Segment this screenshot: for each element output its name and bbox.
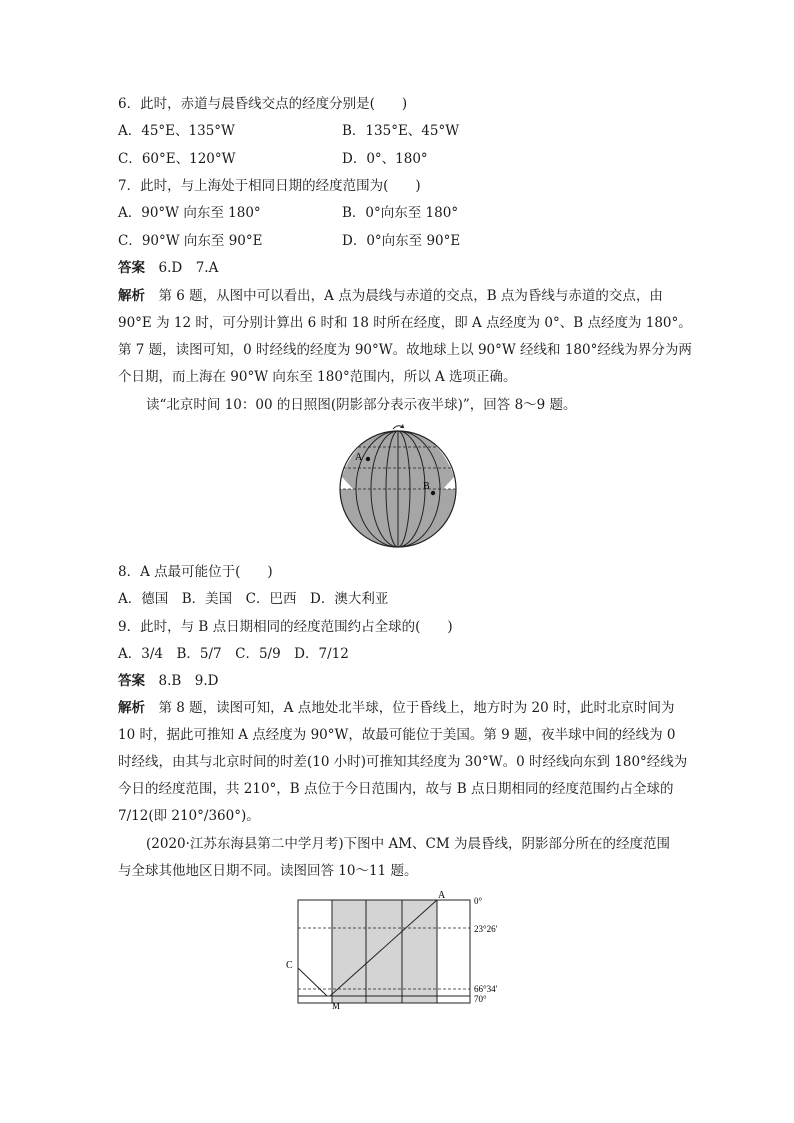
explanation-8-9-line-5: 7/12(即 210°/360°)。 bbox=[118, 808, 260, 824]
point-a bbox=[366, 457, 370, 461]
line-cm bbox=[298, 968, 327, 996]
point-b bbox=[431, 491, 435, 495]
q9-options: A．3/4 B．5/7 C．5/9 D．7/12 bbox=[118, 646, 349, 662]
explanation-label: 解析 bbox=[118, 700, 145, 716]
lat-label-70: 70° bbox=[474, 994, 487, 1004]
explanation-6-7-line-3: 第 7 题，读图可知，0 时经线的经度为 90°W。故地球上以 90°W 经线和 180°经线为界分为两 bbox=[118, 342, 692, 358]
label-b: B bbox=[423, 481, 430, 492]
explanation-8-9-line-1: 解析 第 8 题，读图可知，A 点地处北半球，位于昏线上，地方时为 20 时，此时北京时间为 bbox=[118, 700, 675, 716]
q8-options: A．德国 B．美国 C．巴西 D．澳大利亚 bbox=[118, 591, 389, 607]
q8-stem: 8．A 点最可能位于( ) bbox=[118, 564, 273, 580]
point-m-label: M bbox=[332, 1001, 341, 1011]
lat-label-66: 66°34′ bbox=[474, 984, 498, 994]
point-a-label: A bbox=[438, 890, 446, 901]
explanation-6-7-line-1: 解析 第 6 题，从图中可以看出，A 点为晨线与赤道的交点，B 点为昏线与赤道的交点，由 bbox=[118, 288, 663, 304]
intro-8-9: 读“北京时间 10：00 的日照图(阴影部分表示夜半球)”，回答 8～9 题。 bbox=[146, 397, 577, 413]
answer-text: 8.B 9.D bbox=[158, 673, 219, 689]
answer-label: 答案 bbox=[118, 673, 145, 689]
q9-stem: 9．此时，与 B 点日期相同的经度范围约占全球的( ) bbox=[118, 619, 453, 635]
explanation-6-7-line-2: 90°E 为 12 时，可分别计算出 6 时和 18 时所在经度，即 A 点经度为 0°、B 点经度为 180°。 bbox=[118, 315, 692, 331]
explanation-6-7-line-4: 个日期，而上海在 90°W 向东至 180°范围内，所以 A 选项正确。 bbox=[118, 369, 517, 385]
terminator-grid-figure bbox=[282, 888, 512, 1018]
point-c-label: C bbox=[286, 960, 293, 971]
lat-label-0: 0° bbox=[474, 896, 483, 906]
explanation-8-9-line-2: 10 时，据此可推知 A 点经度为 90°W，故最可能位于美国。第 9 题，夜半球中间的经线为 0 bbox=[118, 727, 676, 743]
intro-10-11-line-1: (2020·江苏东海县第二中学月考)下图中 AM、CM 为晨昏线，阴影部分所在的经度范围 bbox=[146, 836, 670, 852]
answer-8-9 bbox=[118, 671, 219, 691]
q6-option-a: A．45°E、135°W bbox=[118, 123, 235, 139]
lat-label-23: 23°26′ bbox=[474, 924, 498, 934]
explanation-label: 解析 bbox=[118, 288, 145, 304]
q6-stem: 6．此时，赤道与晨昏线交点的经度分别是( ) bbox=[118, 96, 408, 112]
q7-option-c: C．90°W 向东至 90°E bbox=[118, 233, 263, 249]
label-a: A bbox=[355, 452, 363, 463]
explanation-8-9-line-4: 今日的经度范围，共 210°，B 点位于今日范围内，故与 B 点日期相同的经度范围约占全球的 bbox=[118, 781, 674, 797]
answer-6-7 bbox=[118, 258, 218, 278]
answer-text: 6.D 7.A bbox=[158, 260, 219, 276]
explanation-8-9-line-3: 时经线，由其与北京时间的时差(10 小时)可推知其经度为 30°W。0 时经线向东到 180°经线为 bbox=[118, 754, 688, 770]
sunlight-globe-figure bbox=[333, 422, 463, 552]
q6-option-b: B．135°E、45°W bbox=[342, 123, 460, 139]
q6-option-d: D．0°、180° bbox=[342, 151, 428, 167]
q6-option-c: C．60°E、120°W bbox=[118, 151, 236, 167]
q7-option-b: B．0°向东至 180° bbox=[342, 205, 459, 221]
shaded-date-region bbox=[332, 900, 437, 1003]
intro-10-11-line-2: 与全球其他地区日期不同。读图回答 10～11 题。 bbox=[118, 863, 418, 879]
q7-option-a: A．90°W 向东至 180° bbox=[118, 205, 261, 221]
q7-stem: 7．此时，与上海处于相同日期的经度范围为( ) bbox=[118, 178, 421, 194]
q7-option-d: D．0°向东至 90°E bbox=[342, 233, 461, 249]
answer-label: 答案 bbox=[118, 260, 145, 276]
